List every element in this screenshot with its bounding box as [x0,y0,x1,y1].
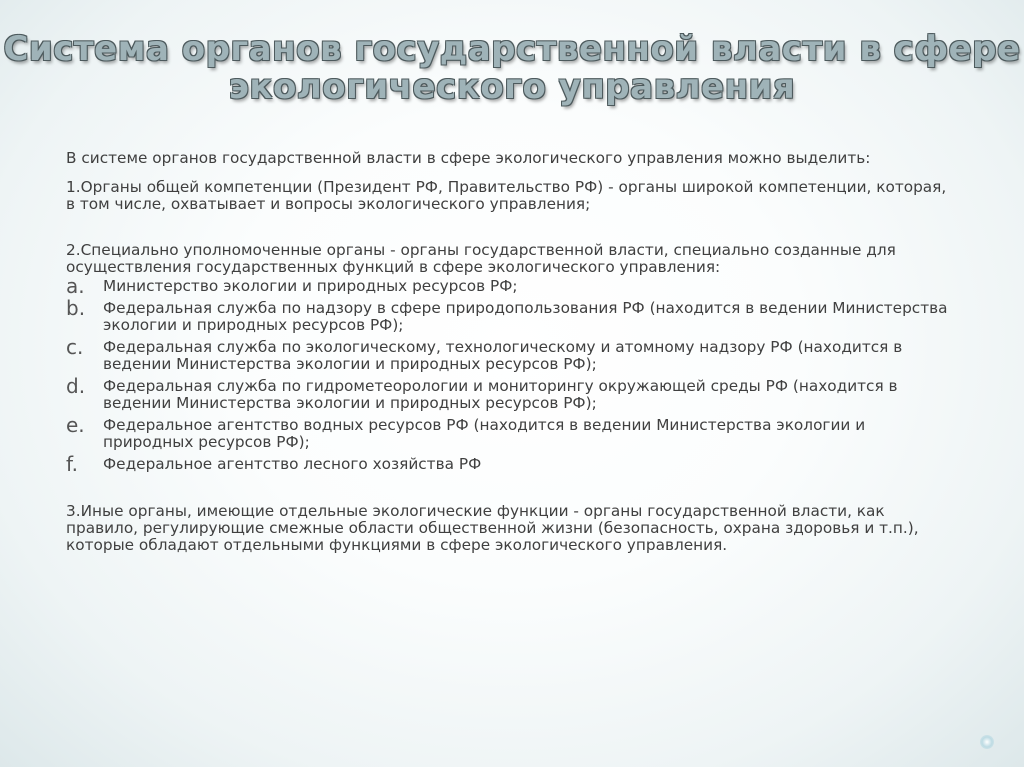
intro-paragraph: В системе органов государственной власти в сфере экологического управления можно выделить: [66,149,871,167]
list-item [66,335,956,373]
list-item [66,296,956,334]
list-marker: f. [66,452,78,476]
list-marker: e. [66,413,85,437]
title-line-1: Система органов государственной власти в сфере [3,29,1021,69]
list-item-text: Федеральное агентство водных ресурсов РФ (находится в ведении Министерства экологии и природных ресурсов РФ); [103,416,866,451]
slide-body [66,150,956,554]
list-marker: b. [66,296,86,320]
slide-title [0,30,1024,106]
special-bodies-list [66,274,956,476]
other-bodies-paragraph: 3.Иные органы, имеющие отдельные экологические функции - органы государственной власти, как правило, регулирующие смежные области общественной жизни (безопасность, охрана здоровья и т.п.), которые обладают отдельными функциями в сфере экологического управления. [66,502,919,554]
special-bodies-paragraph: 2.Специально уполномоченные органы - органы государственной власти, специально созданные для осуществления государственных функций в сфере экологического управления: [66,241,896,276]
list-item [66,374,956,412]
list-marker: a. [66,274,85,298]
list-item-text: Министерство экологии и природных ресурсов РФ; [103,277,518,295]
list-marker: c. [66,335,84,359]
list-item-text: Федеральная служба по гидрометеорологии и мониторингу окружающей среды РФ (находится в ведении Министерства экологии и природных ресурсов РФ); [103,377,898,412]
decorative-glow [980,735,994,749]
list-item [66,413,956,451]
list-item-text: Федеральная служба по надзору в сфере природопользования РФ (находится в ведении Министерства экологии и природных ресурсов РФ); [103,299,948,334]
list-item-text: Федеральная служба по экологическому, технологическому и атомному надзору РФ (находится в ведении Министерства экологии и природных ресурсов РФ); [103,338,903,373]
general-competence-paragraph: 1.Органы общей компетенции (Президент РФ, Правительство РФ) - органы широкой компетенции, которая, в том числе, охватывает и вопросы экологического управления; [66,178,947,213]
list-item [66,274,956,298]
title-line-2: экологического управления [228,67,796,107]
list-item [66,452,956,476]
list-item-text: Федеральное агентство лесного хозяйства РФ [103,455,482,473]
list-marker: d. [66,374,86,398]
